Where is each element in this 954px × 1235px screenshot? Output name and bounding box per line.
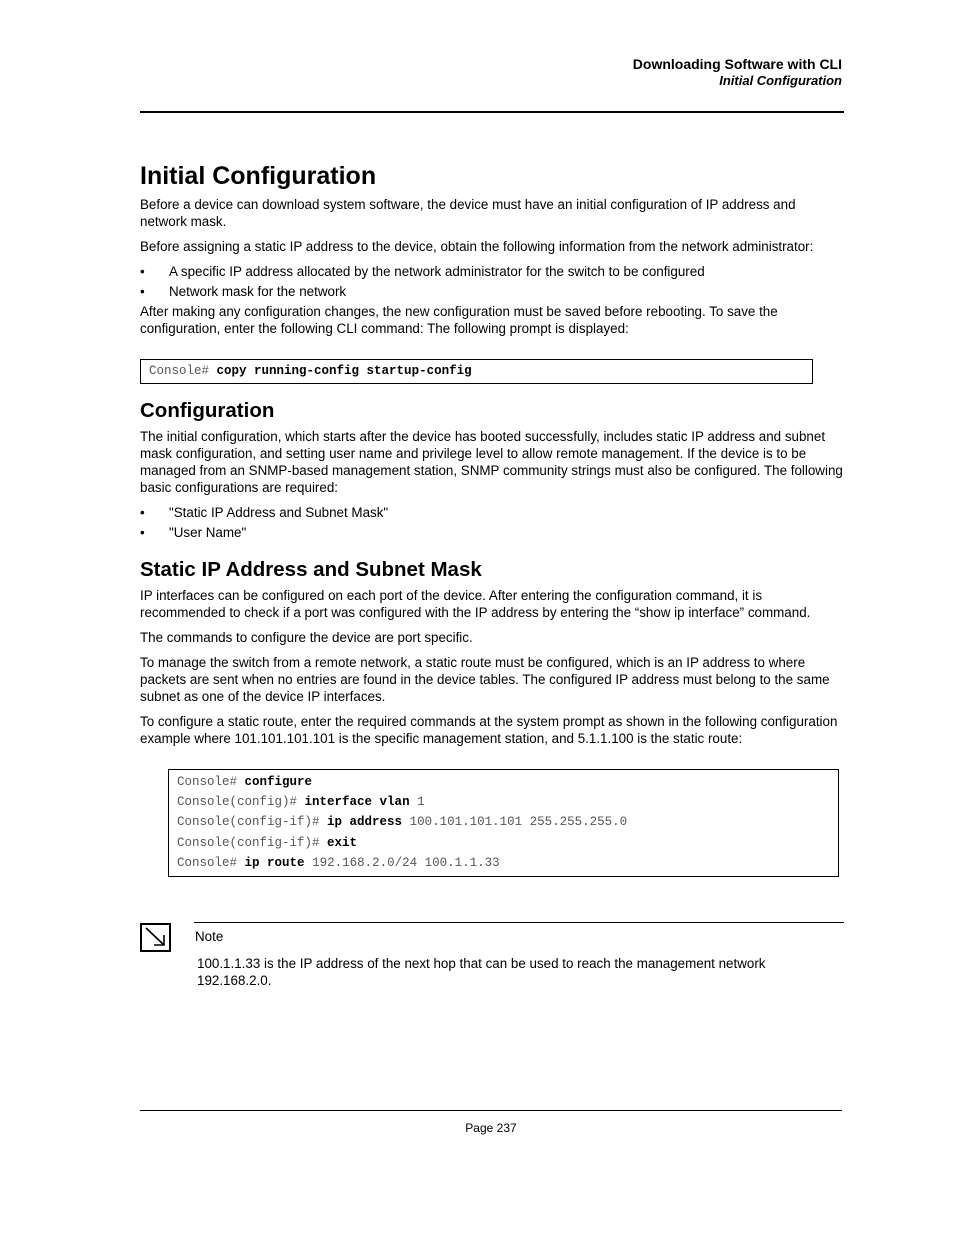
- section-heading-configuration: Configuration: [140, 399, 275, 422]
- code-args: 100.101.101.101 255.255.255.0: [409, 815, 628, 830]
- note-body: 100.1.1.33 is the IP address of the next hop that can be used to reach the management network 192.168.2.0.: [197, 956, 766, 988]
- list-item: [140, 283, 844, 300]
- code-line: [177, 853, 830, 873]
- code-line: [177, 833, 830, 853]
- main-content: [140, 160, 844, 877]
- code-prompt: Console#: [149, 364, 210, 378]
- code-prompt: Console(config-if)#: [177, 835, 320, 850]
- code-line: [177, 792, 830, 812]
- code-prompt: Console(config-if)#: [177, 815, 320, 830]
- code-line: [177, 772, 830, 792]
- bullet-icon: •: [140, 525, 145, 540]
- paragraph: The initial configuration, which starts after the device has booted successfully, includes static IP address and subnet mask configuration, and setting user name and privilege level to allow remote management. If the device is to be managed from an SNMP-based management station, SNMP community strings must also be configured. The following basic configurations are required:: [140, 429, 843, 495]
- code-line: [177, 812, 830, 832]
- code-prompt: Console#: [177, 855, 238, 870]
- code-args: 1: [417, 795, 425, 810]
- note-arrow-icon: [140, 923, 171, 952]
- bullet-list: [140, 263, 844, 300]
- paragraph: After making any configuration changes, the new configuration must be saved before rebooting. To save the configuration, enter the following CLI command: The following prompt is displayed:: [140, 304, 778, 336]
- code-prompt: Console(config)#: [177, 795, 298, 810]
- code-command: configure: [244, 775, 313, 789]
- code-command: exit: [327, 835, 358, 850]
- paragraph: To manage the switch from a remote network, a static route must be configured, which is an IP address to where packets are sent when no entries are found in the device tables. The configured IP address must belong to the same subnet as one of the device IP interfaces.: [140, 655, 830, 704]
- section-heading-initial-configuration: Initial Configuration: [140, 162, 377, 190]
- bullet-icon: •: [140, 264, 145, 279]
- code-block-static-route: [168, 769, 839, 877]
- list-item: [140, 504, 844, 521]
- code-command: copy running-config startup-config: [216, 364, 472, 378]
- code-command: ip address: [327, 815, 403, 830]
- note-rule: [194, 922, 844, 923]
- list-item-text: "Static IP Address and Subnet Mask": [169, 505, 389, 520]
- bullet-icon: •: [140, 505, 145, 520]
- code-args: 192.168.2.0/24 100.1.1.33: [312, 855, 500, 870]
- code-prompt: Console#: [177, 775, 238, 789]
- paragraph: IP interfaces can be configured on each port of the device. After entering the configuration command, it is recommended to check if a port was configured with the IP address by entering the “show ip interface” command.: [140, 588, 811, 620]
- running-header: [633, 56, 842, 90]
- footer-rule: [140, 1110, 842, 1111]
- paragraph: Before a device can download system software, the device must have an initial configuration of IP address and network mask.: [140, 197, 796, 229]
- list-item-text: "User Name": [169, 525, 247, 540]
- code-block-save-config: [140, 359, 813, 384]
- paragraph: To configure a static route, enter the required commands at the system prompt as shown in the following configuration example where 101.101.101.101 is the specific management station, and 5.1.1.100 is the static route:: [140, 714, 838, 746]
- note-arrow-glyph: [142, 925, 169, 950]
- header-title: Downloading Software with CLI: [632, 56, 842, 72]
- note-title: Note: [195, 929, 224, 944]
- bullet-icon: •: [140, 284, 145, 299]
- bullet-list: [140, 504, 844, 541]
- list-item: [140, 263, 844, 280]
- section-heading-static-ip: Static IP Address and Subnet Mask: [140, 558, 482, 581]
- list-item-text: A specific IP address allocated by the network administrator for the switch to be configured: [169, 264, 705, 279]
- paragraph: The commands to configure the device are port specific.: [140, 630, 473, 645]
- list-item: [140, 524, 844, 541]
- code-command: ip route: [244, 855, 305, 870]
- header-subtitle: Initial Configuration: [719, 73, 842, 88]
- header-rule: [140, 111, 844, 113]
- paragraph: Before assigning a static IP address to the device, obtain the following information from the network administrator:: [140, 239, 814, 254]
- code-command: interface vlan: [304, 795, 410, 810]
- list-item-text: Network mask for the network: [169, 284, 347, 299]
- page-number: Page 237: [465, 1121, 517, 1135]
